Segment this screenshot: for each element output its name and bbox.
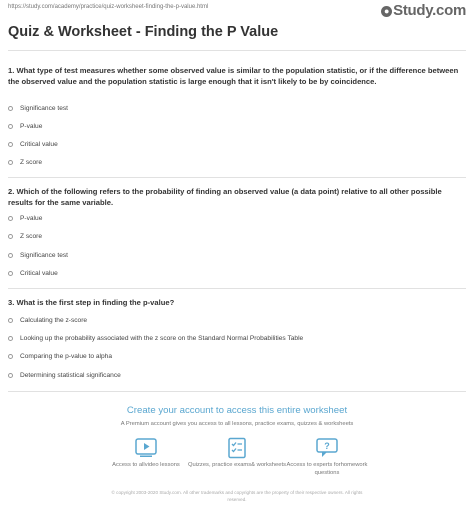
feature-text: Access to experts for xyxy=(286,462,341,468)
radio-icon[interactable] xyxy=(8,216,13,221)
feature-text: Access to all xyxy=(112,462,145,468)
answer-option[interactable] xyxy=(8,370,121,382)
option-label: Critical value xyxy=(20,270,58,277)
answer-option[interactable] xyxy=(8,231,42,243)
radio-icon[interactable] xyxy=(8,124,13,129)
radio-icon[interactable] xyxy=(8,318,13,323)
option-label: Calculating the z-score xyxy=(20,317,88,324)
question-3: 3. What is the first step in finding the p-value? xyxy=(8,298,175,307)
radio-icon[interactable] xyxy=(8,142,13,147)
page-title: Quiz & Worksheet - Finding the P Value xyxy=(8,24,279,40)
feature-quizzes xyxy=(187,437,287,470)
feature-experts xyxy=(277,437,377,477)
feature-text: homework questions xyxy=(314,462,368,476)
question-1: 1. What type of test measures whether some observed value is similar to the population statistic, or if the difference between the observed value and the population statistic is large enough that it isn't likely to be by coincidence. xyxy=(8,66,459,86)
video-lesson-icon xyxy=(134,437,158,459)
expert-chat-icon xyxy=(315,437,339,459)
top-bar xyxy=(0,0,474,20)
study-logo[interactable] xyxy=(381,2,466,19)
radio-icon[interactable] xyxy=(8,336,13,341)
radio-icon[interactable] xyxy=(8,373,13,378)
answer-option[interactable] xyxy=(8,315,87,327)
answer-option[interactable] xyxy=(8,139,58,151)
radio-icon[interactable] xyxy=(8,253,13,258)
radio-icon[interactable] xyxy=(8,160,13,165)
option-label: P-value xyxy=(20,123,43,130)
option-label: Looking up the probability associated with the z score on the Standard Normal Probabilities Table xyxy=(20,335,304,342)
answer-option[interactable] xyxy=(8,333,303,345)
answer-option[interactable] xyxy=(8,103,68,115)
question-2: 2. Which of the following refers to the probability of finding an observed value (a data point) relative to all other possible results for the same variable. xyxy=(8,187,442,207)
radio-icon[interactable] xyxy=(8,234,13,239)
option-label: Critical value xyxy=(20,141,58,148)
option-label: Z score xyxy=(20,233,42,240)
divider xyxy=(8,288,466,289)
radio-icon[interactable] xyxy=(8,106,13,111)
cta-title[interactable]: Create your account to access this entire worksheet xyxy=(126,405,348,416)
svg-text:?: ? xyxy=(324,441,330,451)
option-label: Significance test xyxy=(20,252,69,259)
divider xyxy=(8,50,466,51)
option-label: Significance test xyxy=(20,105,69,112)
page-url: https://study.com/academy/practice/quiz-worksheet-finding-the-p-value.html xyxy=(8,4,209,10)
study-logo-text: Study.com xyxy=(393,2,466,19)
copyright-line: © copyright 2003-2020 Study.com. All other trademarks and copyrights are the property of their respective owners. All rights xyxy=(111,490,363,495)
answer-option[interactable] xyxy=(8,157,42,169)
study-logo-icon: ● xyxy=(381,6,392,17)
option-label: Determining statistical significance xyxy=(20,372,121,379)
answer-option[interactable] xyxy=(8,268,58,280)
option-label: Z score xyxy=(20,159,42,166)
quiz-icon xyxy=(225,437,249,459)
radio-icon[interactable] xyxy=(8,271,13,276)
option-label: P-value xyxy=(20,215,43,222)
cta-subtitle: A Premium account gives you access to all lessons, practice exams, quizzes & worksheets xyxy=(120,421,354,427)
radio-icon[interactable] xyxy=(8,354,13,359)
option-label: Comparing the p-value to alpha xyxy=(20,353,113,360)
feature-video-lessons xyxy=(96,437,196,470)
copyright-line: reserved. xyxy=(227,496,247,502)
divider xyxy=(8,177,466,178)
answer-option[interactable] xyxy=(8,351,112,363)
divider xyxy=(8,391,466,392)
feature-text: video lessons xyxy=(144,462,180,468)
copyright-footer xyxy=(0,490,474,503)
answer-option[interactable] xyxy=(8,213,42,225)
answer-option[interactable] xyxy=(8,121,42,133)
feature-text: & worksheets xyxy=(251,462,286,468)
answer-option[interactable] xyxy=(8,250,68,262)
feature-text: Quizzes, practice exams xyxy=(188,462,252,468)
